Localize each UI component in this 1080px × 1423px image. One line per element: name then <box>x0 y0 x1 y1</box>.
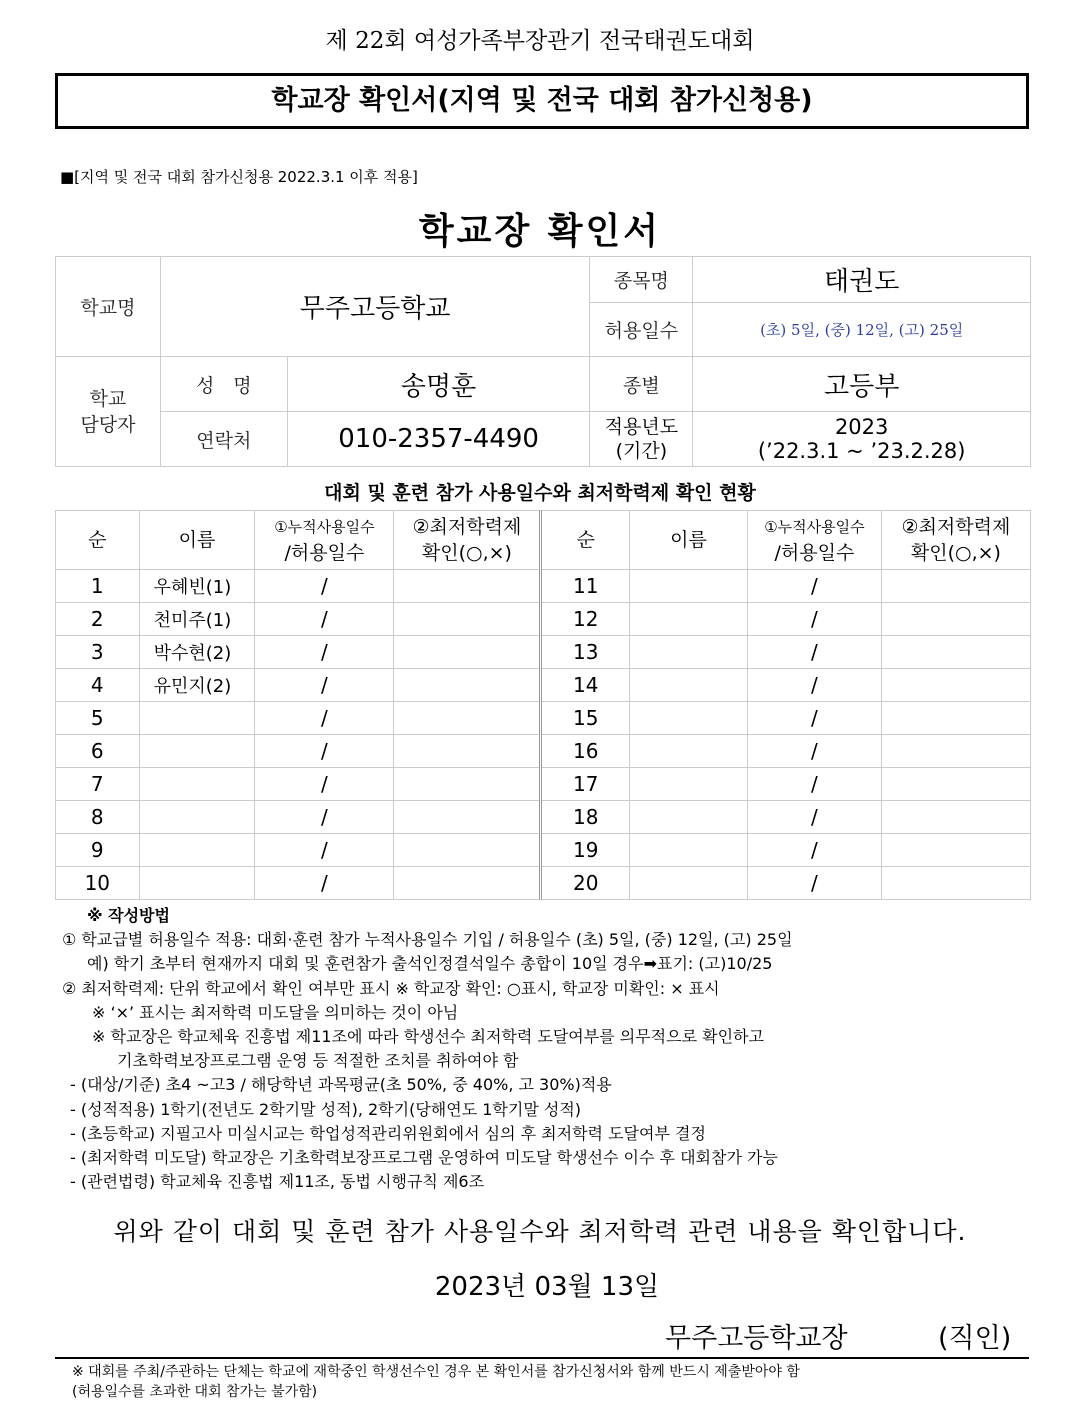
note-heading: ※ 작성방법 <box>87 906 170 925</box>
header-days-right-a: ①누적사용일수 <box>764 518 865 536</box>
row-name <box>630 834 748 867</box>
row-no: 13 <box>541 636 630 669</box>
row-no: 8 <box>56 801 140 834</box>
row-no: 12 <box>541 603 630 636</box>
usage-subtitle: 대회 및 훈련 참가 사용일수와 최저학력제 확인 현황 <box>324 482 756 504</box>
row-no: 4 <box>56 669 140 702</box>
note-item: 예) 학기 초부터 현재까지 대회 및 훈련참가 출석인정결석일수 총합이 10일 경우➡표기: (고)10/25 <box>87 954 773 974</box>
row-days: / <box>747 636 881 669</box>
school-name-label: 학교명 <box>56 257 161 357</box>
header-days-right <box>747 511 881 570</box>
header-no: 순 <box>56 511 140 570</box>
row-days: / <box>747 768 881 801</box>
phone-value: 010-2357-4490 <box>287 412 590 467</box>
header-no-right: 순 <box>541 511 630 570</box>
footer-line2: (허용일수를 초과한 대회 참가는 불가함) <box>72 1384 318 1400</box>
row-name <box>630 735 748 768</box>
table-row <box>56 834 1031 867</box>
row-no: 6 <box>56 735 140 768</box>
issue-date: 2023년 03월 13일 <box>434 1272 660 1302</box>
year-label-line2: (기간) <box>615 440 668 462</box>
header-check-right-b: 확인(○,×) <box>910 542 1001 564</box>
note-item: - (최저학력 미도달) 학교장은 기초학력보장프로그램 운영하여 미도달 학생선수 이수 후 대회참가 가능 <box>70 1148 778 1168</box>
year-label-line1: 적용년도 <box>604 416 679 438</box>
allowed-days-value: (초) 5일, (중) 12일, (고) 25일 <box>693 303 1031 357</box>
row-no: 1 <box>56 570 140 603</box>
row-no: 11 <box>541 570 630 603</box>
row-no: 5 <box>56 702 140 735</box>
row-no: 3 <box>56 636 140 669</box>
competition-title: 제 22회 여성가족부장관기 전국태권도대회 <box>325 28 755 54</box>
row-name <box>630 603 748 636</box>
row-name <box>139 834 255 867</box>
usage-table <box>55 510 1031 900</box>
row-name <box>630 702 748 735</box>
row-days: / <box>255 768 394 801</box>
note-item: ※ ‘×’ 표시는 최저학력 미도달을 의미하는 것이 아님 <box>92 1002 459 1022</box>
allowed-days-label: 허용일수 <box>590 303 693 357</box>
header-check <box>394 511 541 570</box>
row-days: / <box>255 603 394 636</box>
header-days-b: /허용일수 <box>284 542 365 564</box>
header-name-right: 이름 <box>630 511 748 570</box>
row-check <box>881 669 1030 702</box>
row-name <box>630 669 748 702</box>
document-title: 학교장 확인서 <box>418 211 662 252</box>
footer-note <box>72 1362 800 1402</box>
row-days: / <box>747 570 881 603</box>
phone-label: 연락처 <box>160 412 287 467</box>
row-days: / <box>747 669 881 702</box>
year-cell <box>693 412 1031 467</box>
row-check <box>394 570 541 603</box>
row-check <box>881 603 1030 636</box>
row-days: / <box>255 801 394 834</box>
row-check <box>394 669 541 702</box>
usage-header-row <box>56 511 1031 570</box>
row-name: 우혜빈(1) <box>139 570 255 603</box>
row-check <box>881 768 1030 801</box>
row-name: 천미주(1) <box>139 603 255 636</box>
row-no: 2 <box>56 603 140 636</box>
row-check <box>394 768 541 801</box>
note-item: ② 최저학력제: 단위 학교에서 확인 여부만 표시 ※ 학교장 확인: ○표시, 학교장 미확인: × 표시 <box>62 978 720 998</box>
note-item: - (초등학교) 지필고사 미실시교는 학업성적관리위원회에서 심의 후 최저학력 도달여부 결정 <box>70 1123 706 1143</box>
row-name <box>630 867 748 900</box>
header-days-a: ①누적사용일수 <box>274 518 375 536</box>
row-name <box>630 570 748 603</box>
row-no: 20 <box>541 867 630 900</box>
row-check <box>394 834 541 867</box>
table-row <box>56 768 1031 801</box>
row-days: / <box>255 669 394 702</box>
note-item: ※ 학교장은 학교체육 진흥법 제11조에 따라 학생선수 최저학력 도달여부를 의무적으로 확인하고 <box>92 1027 764 1047</box>
row-check <box>394 702 541 735</box>
row-no: 10 <box>56 867 140 900</box>
contact-person-label <box>56 357 161 467</box>
header-days-right-b: /허용일수 <box>774 542 855 564</box>
row-check <box>394 867 541 900</box>
form-title-box: 학교장 확인서(지역 및 전국 대회 참가신청용) <box>55 73 1029 129</box>
row-days: / <box>255 636 394 669</box>
header-name: 이름 <box>139 511 255 570</box>
header-check-b: 확인(○,×) <box>421 542 512 564</box>
row-no: 9 <box>56 834 140 867</box>
table-row <box>56 735 1031 768</box>
contact-label-line1: 학교 <box>89 387 127 410</box>
row-check <box>394 735 541 768</box>
row-days: / <box>255 735 394 768</box>
row-check <box>394 636 541 669</box>
row-no: 7 <box>56 768 140 801</box>
row-check <box>394 801 541 834</box>
event-value: 태권도 <box>693 257 1031 303</box>
row-days: / <box>255 867 394 900</box>
row-days: / <box>255 570 394 603</box>
note-item: ① 학교급별 허용일수 적용: 대회·훈련 참가 누적사용일수 기입 / 허용일수 (초) 5일, (중) 12일, (고) 25일 <box>62 930 793 950</box>
row-check <box>881 702 1030 735</box>
note-item: 기초학력보장프로그램 운영 등 적절한 조치를 취하여야 함 <box>117 1051 519 1071</box>
row-check <box>881 636 1030 669</box>
footer-divider <box>55 1357 1029 1359</box>
row-name <box>139 702 255 735</box>
category-label: 종별 <box>590 357 693 412</box>
header-check-a: ②최저학력제 <box>412 516 522 538</box>
row-no: 14 <box>541 669 630 702</box>
year-value: 2023 <box>834 415 889 439</box>
official-seal-label: (직인) <box>938 1323 1012 1354</box>
row-check <box>881 801 1030 834</box>
row-name <box>630 636 748 669</box>
school-name-value: 무주고등학교 <box>160 257 590 357</box>
table-row <box>56 603 1031 636</box>
row-days: / <box>747 834 881 867</box>
contact-label-line2: 담당자 <box>80 413 136 436</box>
header-check-right-a: ②최저학력제 <box>901 516 1011 538</box>
table-row <box>56 570 1031 603</box>
row-days: / <box>747 702 881 735</box>
school-info-table <box>55 256 1031 467</box>
row-no: 18 <box>541 801 630 834</box>
row-name: 박수현(2) <box>139 636 255 669</box>
event-label: 종목명 <box>590 257 693 303</box>
footer-line1: ※ 대회를 주최/주관하는 단체는 학교에 재학중인 학생선수인 경우 본 확인서를 참가신청서와 함께 반드시 제출받아야 함 <box>72 1364 800 1380</box>
row-name <box>630 768 748 801</box>
writing-instructions <box>62 904 793 1194</box>
table-row <box>56 702 1031 735</box>
row-name <box>139 867 255 900</box>
row-no: 19 <box>541 834 630 867</box>
row-check <box>881 834 1030 867</box>
row-days: / <box>747 801 881 834</box>
header-check-right <box>881 511 1030 570</box>
row-check <box>881 570 1030 603</box>
row-check <box>394 603 541 636</box>
table-row <box>56 669 1031 702</box>
row-name <box>139 768 255 801</box>
name-label: 성 명 <box>160 357 287 412</box>
row-days: / <box>255 702 394 735</box>
note-item: - (성적적용) 1학기(전년도 2학기말 성적), 2학기(당해연도 1학기말 성적) <box>70 1099 582 1119</box>
row-name: 유민지(2) <box>139 669 255 702</box>
row-days: / <box>747 603 881 636</box>
year-label <box>590 412 693 467</box>
table-row <box>56 636 1031 669</box>
table-row <box>56 801 1031 834</box>
row-name <box>630 801 748 834</box>
row-name <box>139 801 255 834</box>
row-no: 17 <box>541 768 630 801</box>
confirmation-statement: 위와 같이 대회 및 훈련 참가 사용일수와 최저학력 관련 내용을 확인합니다. <box>113 1217 967 1246</box>
row-check <box>881 735 1030 768</box>
principal-name: 무주고등학교장 <box>665 1323 848 1354</box>
name-value: 송명훈 <box>287 357 590 412</box>
row-name <box>139 735 255 768</box>
row-no: 16 <box>541 735 630 768</box>
period-value: (’22.3.1 ~ ’23.2.28) <box>757 439 966 463</box>
row-days: / <box>747 735 881 768</box>
row-no: 15 <box>541 702 630 735</box>
note-item: - (대상/기준) 초4 ~고3 / 해당학년 과목평균(초 50%, 중 40%, 고 30%)적용 <box>70 1075 612 1095</box>
applicability-notice: ■[지역 및 전국 대회 참가신청용 2022.3.1 이후 적용] <box>60 168 418 186</box>
row-days: / <box>255 834 394 867</box>
table-row <box>56 867 1031 900</box>
header-days <box>255 511 394 570</box>
note-item: - (관련법령) 학교체육 진흥법 제11조, 동법 시행규칙 제6조 <box>70 1172 485 1192</box>
row-check <box>881 867 1030 900</box>
category-value: 고등부 <box>693 357 1031 412</box>
row-days: / <box>747 867 881 900</box>
